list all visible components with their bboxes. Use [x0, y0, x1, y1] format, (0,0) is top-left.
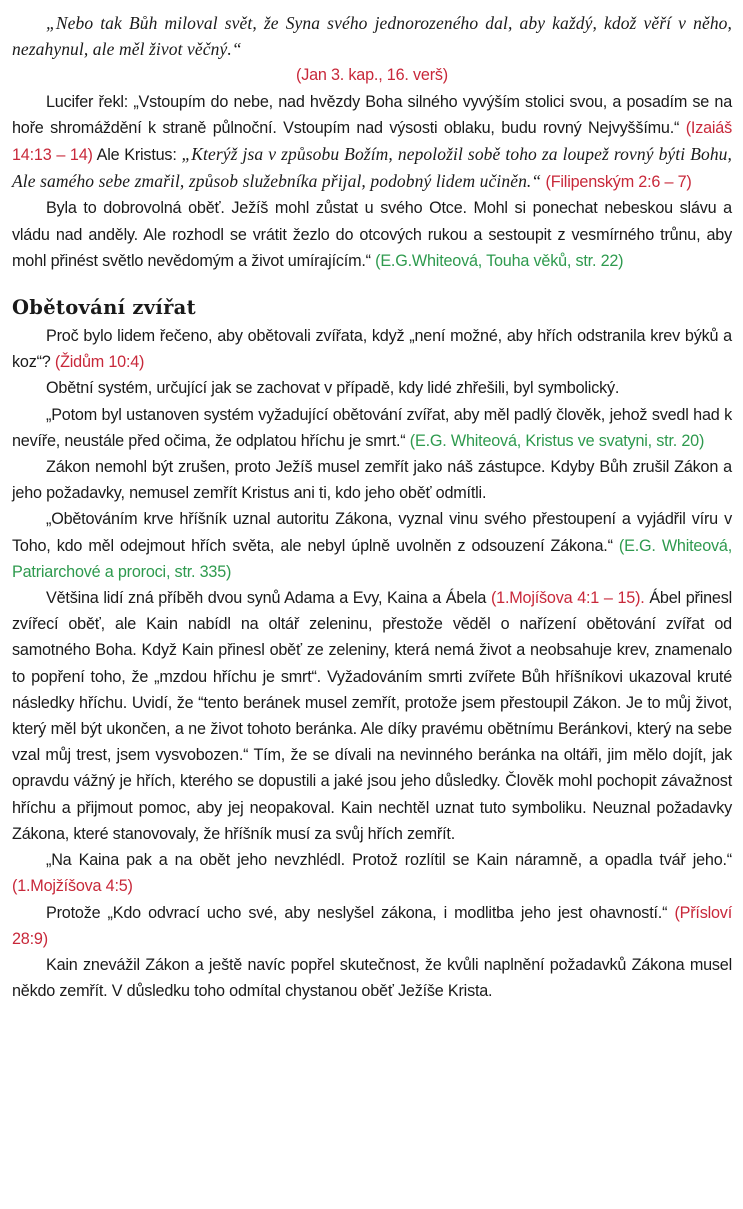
paragraph-proverbs [12, 900, 732, 952]
paragraph-conclusion: Kain znevážil Zákon a ještě navíc popřel skutečnost, že kvůli naplnění požadavků Zákona musel někdo zemřít. V důsledku toho odmítal chystanou oběť Ježíše Krista. [12, 955, 732, 1001]
paragraph-text: „Na Kaina pak a na obět jeho nevzhlédl. Protož rozlítil se Kain náramně, a opadla tvář jeho.“ [46, 851, 732, 870]
paragraph-sacrifice [12, 195, 732, 274]
paragraph-text: „Obětováním krve hříšník uznal autoritu Zákona, vyznal vinu svého přestoupení a vyjádřil víru v Toho, kdo měl odejmout hřích světa, ale nebyl úplně uvolněn z odsouzení Zákona.“ [12, 510, 732, 555]
paragraph-blood [12, 506, 732, 585]
scripture-reference: (Židům 10:4) [54, 353, 145, 372]
scripture-reference: (Přísloví 28:9) [12, 903, 732, 948]
document-page [12, 10, 732, 1004]
scripture-reference: (1.Mojíšova 4:1 – 15). [490, 589, 645, 608]
book-reference: (E.G. Whiteová, Patriarchové a proroci, str. 335) [12, 536, 732, 581]
scripture-reference: (1.Mojžíšova 4:5) [12, 877, 133, 896]
paragraph-text: Většina lidí zná příběh dvou synů Adama a Evy, Kaina a Ábela [46, 589, 491, 608]
scripture-reference: (Jan 3. kap., 16. verš) [296, 66, 448, 85]
paragraph-text: Proč bylo lidem řečeno, aby obětovali zvířata, když „není možné, aby hřích odstranila krev býků a koz“? [12, 327, 732, 372]
paragraph-cain-quote [12, 847, 732, 899]
book-reference: (E.G. Whiteová, Kristus ve svatyni, str. 20) [409, 431, 705, 450]
paragraph-cain-abel [12, 585, 732, 847]
paragraph-quote-whiteova [12, 402, 732, 454]
scripture-quote: „Nebo tak Bůh miloval svět, že Syna svého jednorozeného dal, aby každý, kdož věří v něho, nezahynul, ale měl život věčný.“ [12, 13, 732, 60]
section-heading: Obětování zvířat [12, 296, 196, 320]
paragraph-text: Lucifer řekl: „Vstoupím do nebe, nad hvězdy Boha silného vyvýším stolici svou, a posadím se na hoře shromáždění k straně půlnoční. Vstoupím nad výsosti oblaku, budu rovný Nejvyššímu.“ [12, 92, 732, 137]
paragraph-law: Zákon nemohl být zrušen, proto Ježíš musel zemřít jako náš zástupce. Kdyby Bůh zrušil Zákon a jeho požadavky, nemusel zemřít Kristus ani ti, kdo jeho oběť odmítli. [12, 458, 732, 503]
paragraph-lucifer [12, 89, 732, 196]
paragraph-text: Protože „Kdo odvrací ucho své, aby neslyšel zákona, i modlitba jeho jest ohavností.“ [46, 903, 675, 922]
scripture-reference: (Filipenským 2:6 – 7) [541, 173, 692, 192]
paragraph-text: Ábel přinesl zvířecí oběť, ale Kain nabídl na oltář zeleninu, přestože věděl o nařízení obětování zvířat od samotného Boha. Když Kain přinesl oběť ze zeleniny, která nemá život a neobsahuje krev, znamenalo to popření toho, že „mzdou hříchu je smrt“. Vyžadováním smrti zvířete Bůh hříšníkovi ukazoval kruté následky hříchu. Uvidí, že “tento beránek musel zemřít, protože jsem přestoupil Zákon. Je to můj život, který měl být ukončen, a ne život tohoto beránka. Ale díky pravému obětnímu Beránkovi, který na sebe vzal můj trest, jsem vysvobozen.“ Tím, že se dívali na nevinného beránka na oltáři, jim mělo dojít, jak opravdu vážný je hřích, kterého se dopustili a jaké jsou jeho důsledky. Člověk mohl pochopit závažnost hříchu a přijmout pomoc, aby jej neopakoval. Kain nechtěl uznat tuto symboliku. Neuznal požadavky Zákona, které stanovovaly, že hříšník musí za svůj hřích zemřít. [12, 589, 732, 843]
scripture-reference: (Izaiáš 14:13 – 14) [12, 118, 732, 165]
paragraph-system: Obětní systém, určující jak se zachovat v případě, kdy lidé zhřešili, byl symbolický. [46, 379, 620, 398]
paragraph-text: Byla to dobrovolná oběť. Ježíš mohl zůstat u svého Otce. Mohl si ponechat nebeskou slávu a vládu nad anděly. Ale rozhodl se vrátit žezlo do otcových rukou a sestoupit z vesmírného trůnu, aby mohl přinést světlo nevědomým a život umírajícím.“ [12, 199, 732, 270]
scripture-quote: „Kterýž jsa v způsobu Božím, nepoložil sobě toho za loupež rovný býti Bohu, Ale samého sebe zmařil, způsob služebníka přijal, podobný lidem učiněn.“ [12, 144, 733, 192]
book-reference: (E.G.Whiteová, Touha věků, str. 22) [375, 251, 624, 270]
paragraph-text: Ale Kristus: [92, 146, 182, 165]
paragraph-question [12, 323, 732, 375]
paragraph-text: „Potom byl ustanoven systém vyžadující obětování zvířat, aby měl padlý člověk, jehož svedl had k nevíře, neustále před očima, že odplatou hříchu je smrt.“ [12, 405, 732, 450]
